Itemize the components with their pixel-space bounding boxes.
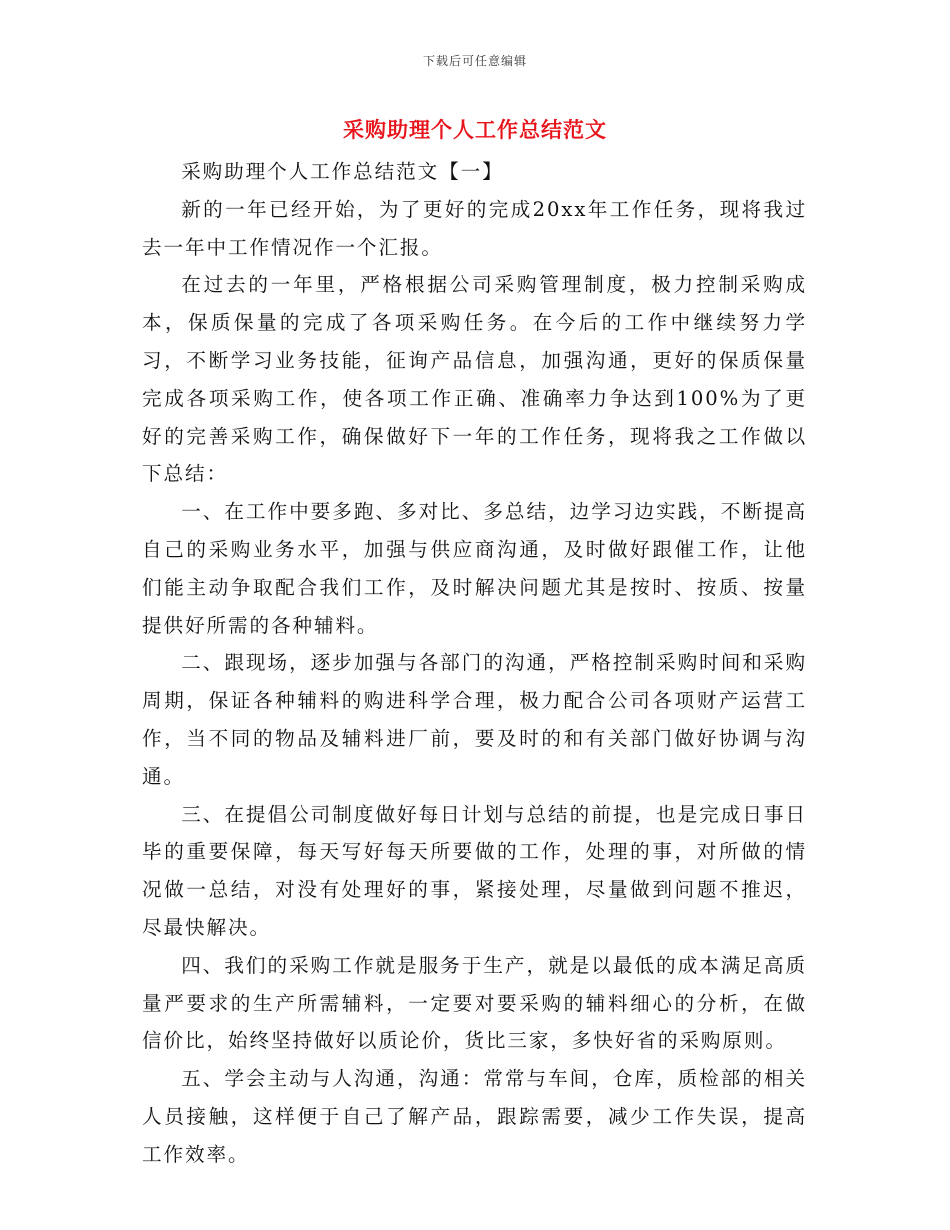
document-title: 采购助理个人工作总结范文	[343, 117, 607, 142]
paragraph-intro: 新的一年已经开始，为了更好的完成20xx年工作任务，现将我过去一年中工作情况作一个汇报。	[142, 197, 807, 259]
paragraph-point-2: 二、跟现场，逐步加强与各部门的沟通，严格控制采购时间和采购周期，保证各种辅料的购进科学合理，极力配合公司各项财产运营工作，当不同的物品及辅料进厂前，要及时的和有关部门做好协调与沟通。	[142, 651, 807, 788]
paragraph-point-4: 四、我们的采购工作就是服务于生产，就是以最低的成本满足高质量严要求的生产所需辅料，一定要对要采购的辅料细心的分析，在做信价比，始终坚持做好以质论价，货比三家，多快好省的采购原则。	[142, 953, 807, 1053]
section-heading: 采购助理个人工作总结范文【一】	[181, 160, 504, 183]
paragraph-point-1: 一、在工作中要多跑、多对比、多总结，边学习边实践，不断提高自己的采购业务水平，加强与供应商沟通，及时做好跟催工作，让他们能主动争取配合我们工作，及时解决问题尤其是按时、按质、按量提供好所需的各种辅料。	[142, 500, 807, 637]
document-body	[142, 153, 807, 1174]
paragraph-point-3: 三、在提倡公司制度做好每日计划与总结的前提，也是完成日事日毕的重要保障，每天写好每天所要做的工作，处理的事，对所做的情况做一总结，对没有处理好的事，紧接处理，尽量做到问题不推迟，尽最快解决。	[142, 802, 807, 939]
paragraph-point-5: 五、学会主动与人沟通，沟通：常常与车间，仓库，质检部的相关人员接触，这样便于自己了解产品，跟踪需要，减少工作失误，提高工作效率。	[142, 1067, 807, 1166]
paragraph-overview: 在过去的一年里，严格根据公司采购管理制度，极力控制采购成本，保质保量的完成了各项采购任务。在今后的工作中继续努力学习，不断学习业务技能，征询产品信息，加强沟通，更好的保质保量完成各项采购工作，使各项工作正确、准确率力争达到100%为了更好的完善采购工作，确保做好下一年的工作任务，现将我之工作做以下总结：	[142, 273, 807, 486]
header-note: 下载后可任意编辑	[422, 54, 527, 68]
